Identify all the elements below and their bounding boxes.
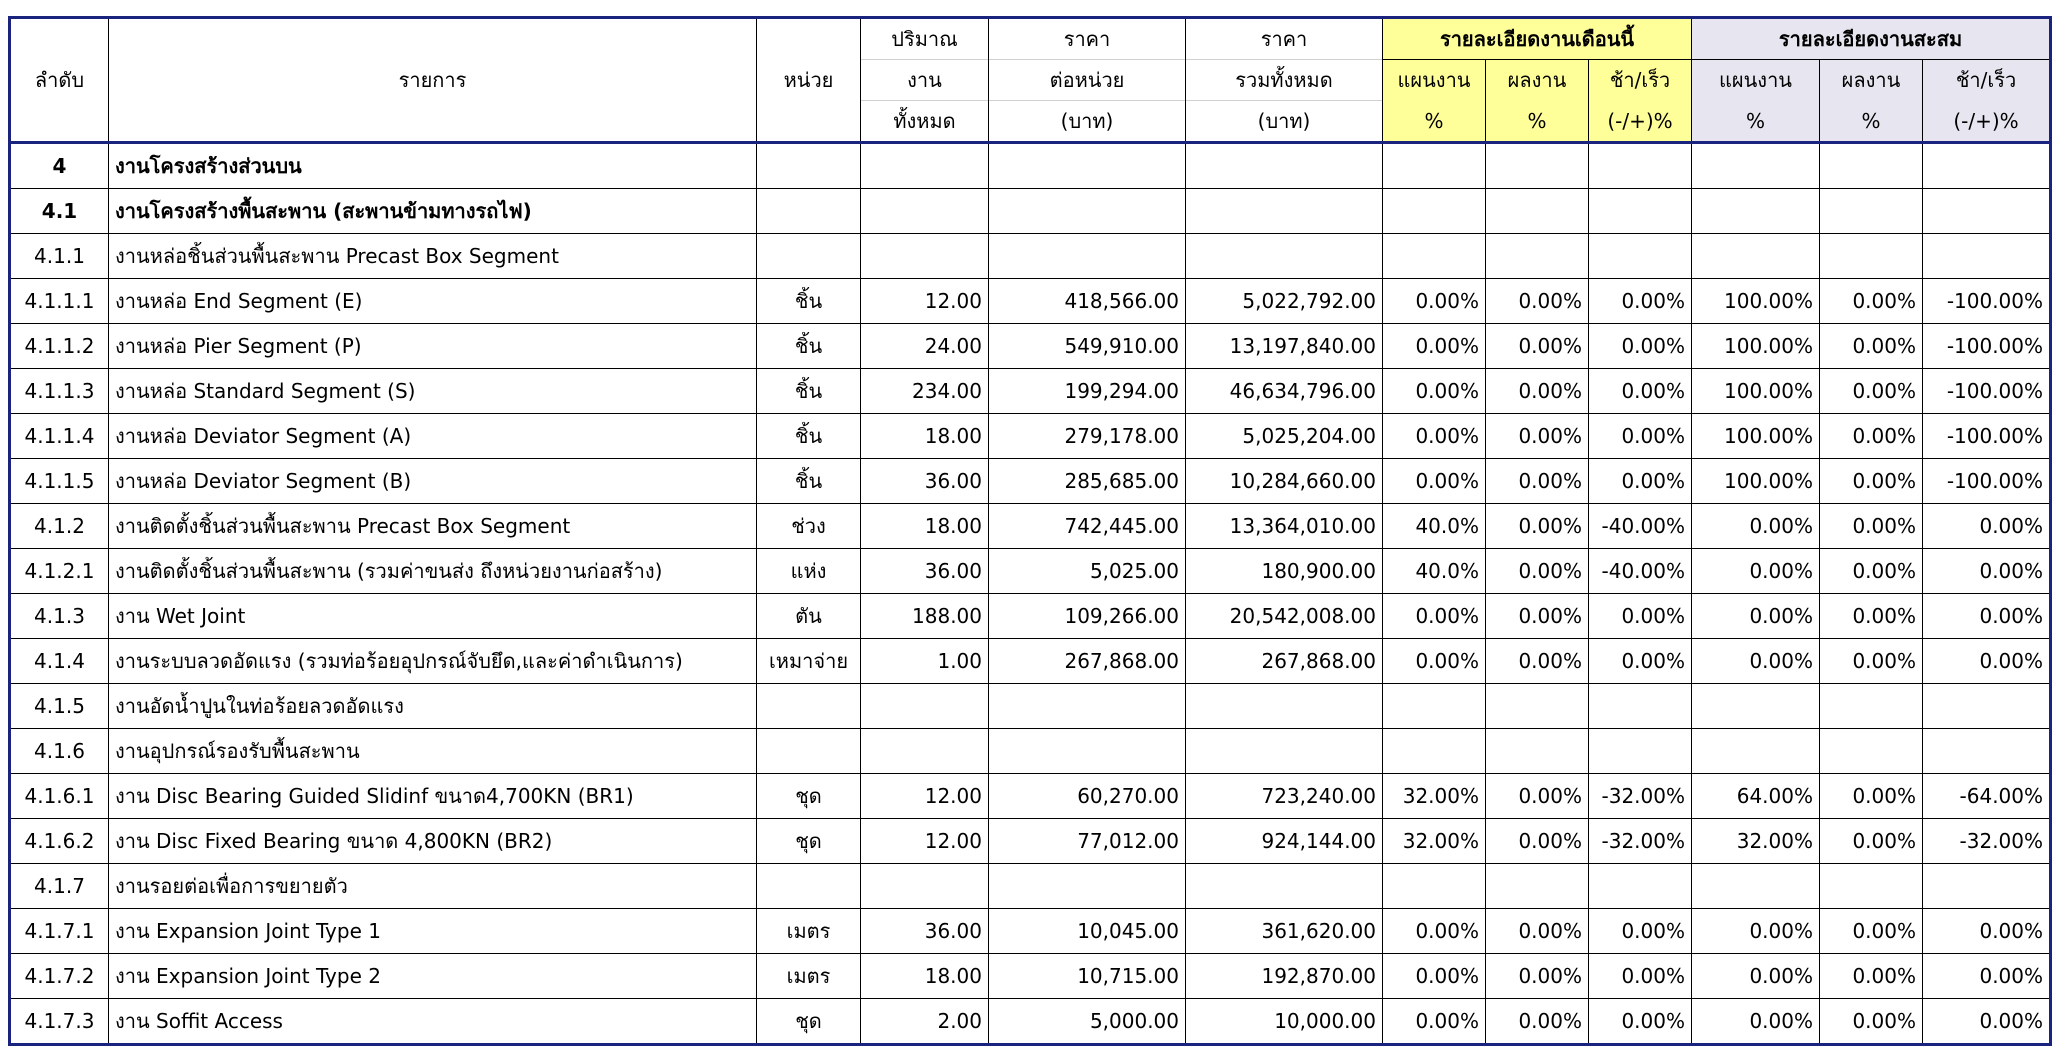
table-row [10,594,2051,639]
row-cum-diff [1923,864,2051,909]
row-month-actual [1486,729,1589,774]
table-header [10,18,2051,143]
row-cum-actual: 0.00% [1820,459,1923,504]
row-cum-diff: -100.00% [1923,459,2051,504]
table-row [10,774,2051,819]
row-month-actual: 0.00% [1486,909,1589,954]
row-cum-plan: 100.00% [1692,324,1820,369]
header-cum-diff: ช้า/เร็ว [1923,60,2051,101]
row-cum-plan: 0.00% [1692,549,1820,594]
row-unit-price: 267,868.00 [989,639,1186,684]
header-cum-actual: ผลงาน [1820,60,1923,101]
row-month-plan: 0.00% [1383,639,1486,684]
row-total-price: 10,284,660.00 [1186,459,1383,504]
row-cum-plan [1692,234,1820,279]
row-cum-plan: 0.00% [1692,639,1820,684]
row-quantity: 2.00 [861,999,989,1045]
row-cum-actual [1820,234,1923,279]
row-total-price: 361,620.00 [1186,909,1383,954]
row-month-actual [1486,189,1589,234]
row-cum-actual [1820,864,1923,909]
row-month-plan: 0.00% [1383,324,1486,369]
row-month-diff: -32.00% [1589,819,1692,864]
row-unit: ตัน [757,594,861,639]
table-row [10,369,2051,414]
row-unit: ชิ้น [757,369,861,414]
row-quantity: 18.00 [861,504,989,549]
row-item-name: งาน Soffit Access [109,999,757,1045]
row-unit-price: 279,178.00 [989,414,1186,459]
row-total-price [1186,864,1383,909]
row-total-price: 13,364,010.00 [1186,504,1383,549]
row-month-actual [1486,234,1589,279]
row-unit-price [989,234,1186,279]
row-quantity: 234.00 [861,369,989,414]
row-month-plan: 40.0% [1383,549,1486,594]
row-item-name: งาน Expansion Joint Type 2 [109,954,757,999]
row-month-actual: 0.00% [1486,459,1589,504]
row-quantity: 36.00 [861,459,989,504]
row-month-diff [1589,684,1692,729]
table-body [10,143,2051,1045]
row-unit-price [989,189,1186,234]
row-total-price [1186,143,1383,189]
header-total-price-line3: (บาท) [1186,101,1383,143]
row-month-plan: 0.00% [1383,909,1486,954]
header-unit-price-line1: ราคา [989,18,1186,60]
header-cum-plan-unit: % [1692,101,1820,143]
row-month-actual [1486,684,1589,729]
row-unit-price [989,729,1186,774]
row-month-diff: -32.00% [1589,774,1692,819]
row-month-diff: 0.00% [1589,954,1692,999]
row-unit-price [989,684,1186,729]
row-month-diff: 0.00% [1589,909,1692,954]
row-unit: เหมาจ่าย [757,639,861,684]
row-unit: ชิ้น [757,279,861,324]
row-unit-price: 10,045.00 [989,909,1186,954]
row-unit: ชิ้น [757,324,861,369]
row-unit [757,684,861,729]
row-month-actual: 0.00% [1486,594,1589,639]
row-unit-price: 5,000.00 [989,999,1186,1045]
row-cum-actual: 0.00% [1820,414,1923,459]
row-cum-plan: 64.00% [1692,774,1820,819]
row-cum-plan: 100.00% [1692,459,1820,504]
row-unit: ชิ้น [757,459,861,504]
row-cum-diff [1923,189,2051,234]
row-month-diff [1589,729,1692,774]
row-unit: ชิ้น [757,414,861,459]
row-cum-diff: 0.00% [1923,954,2051,999]
row-item-name: งาน Expansion Joint Type 1 [109,909,757,954]
table-row [10,729,2051,774]
row-unit [757,729,861,774]
row-cum-diff: 0.00% [1923,639,2051,684]
row-unit-price: 77,012.00 [989,819,1186,864]
row-month-plan: 0.00% [1383,369,1486,414]
row-cum-diff: -32.00% [1923,819,2051,864]
row-month-diff: 0.00% [1589,369,1692,414]
row-unit: เมตร [757,909,861,954]
row-cum-plan [1692,189,1820,234]
table-row [10,684,2051,729]
row-month-plan: 32.00% [1383,819,1486,864]
row-number: 4.1.4 [10,639,109,684]
row-total-price: 13,197,840.00 [1186,324,1383,369]
row-month-diff: 0.00% [1589,279,1692,324]
row-cum-plan [1692,729,1820,774]
row-number: 4.1.2 [10,504,109,549]
header-month-group: รายละเอียดงานเดือนนี้ [1383,18,1692,60]
row-month-diff: 0.00% [1589,594,1692,639]
row-cum-actual: 0.00% [1820,369,1923,414]
header-qty-line2: งาน [861,60,989,101]
table-row [10,459,2051,504]
table-row [10,954,2051,999]
row-number: 4.1 [10,189,109,234]
table-row [10,999,2051,1045]
row-number: 4.1.7.3 [10,999,109,1045]
header-cumulative-group: รายละเอียดงานสะสม [1692,18,2051,60]
row-cum-diff: 0.00% [1923,999,2051,1045]
header-month-plan-unit: % [1383,101,1486,143]
row-cum-actual: 0.00% [1820,819,1923,864]
row-total-price [1186,684,1383,729]
row-unit [757,234,861,279]
row-quantity [861,189,989,234]
row-month-actual: 0.00% [1486,999,1589,1045]
row-month-actual: 0.00% [1486,549,1589,594]
row-item-name: งานระบบลวดอัดแรง (รวมท่อร้อยอุปกรณ์จับยึด,และค่าดำเนินการ) [109,639,757,684]
row-month-actual: 0.00% [1486,819,1589,864]
row-cum-diff: 0.00% [1923,594,2051,639]
row-unit-price: 199,294.00 [989,369,1186,414]
header-unit-price-line2: ต่อหน่วย [989,60,1186,101]
row-quantity: 24.00 [861,324,989,369]
table-row [10,324,2051,369]
row-cum-plan: 0.00% [1692,504,1820,549]
table-row [10,864,2051,909]
row-total-price [1186,729,1383,774]
row-cum-actual: 0.00% [1820,504,1923,549]
row-number: 4.1.6.1 [10,774,109,819]
row-item-name: งานโครงสร้างพื้นสะพาน (สะพานข้ามทางรถไฟ) [109,189,757,234]
row-item-name: งานหล่อ Deviator Segment (A) [109,414,757,459]
header-cum-diff-unit: (-/+)% [1923,101,2051,143]
row-unit-price: 418,566.00 [989,279,1186,324]
table-row [10,639,2051,684]
table-row [10,279,2051,324]
row-month-actual: 0.00% [1486,954,1589,999]
table-row [10,819,2051,864]
row-cum-actual: 0.00% [1820,909,1923,954]
row-quantity [861,143,989,189]
row-cum-actual: 0.00% [1820,549,1923,594]
row-cum-actual: 0.00% [1820,999,1923,1045]
row-item-name: งาน Disc Fixed Bearing ขนาด 4,800KN (BR2) [109,819,757,864]
row-cum-diff: -100.00% [1923,369,2051,414]
row-month-plan [1383,143,1486,189]
header-unit: หน่วย [757,18,861,143]
row-month-actual: 0.00% [1486,324,1589,369]
row-quantity [861,234,989,279]
row-number: 4.1.7 [10,864,109,909]
row-cum-actual: 0.00% [1820,954,1923,999]
row-total-price: 10,000.00 [1186,999,1383,1045]
row-unit: ช่วง [757,504,861,549]
row-cum-diff [1923,143,2051,189]
header-qty-line1: ปริมาณ [861,18,989,60]
row-total-price: 192,870.00 [1186,954,1383,999]
header-total-price-line2: รวมทั้งหมด [1186,60,1383,101]
row-month-plan: 0.00% [1383,459,1486,504]
row-cum-actual: 0.00% [1820,639,1923,684]
row-cum-diff: -100.00% [1923,414,2051,459]
row-cum-diff: -100.00% [1923,279,2051,324]
row-number: 4.1.1.1 [10,279,109,324]
row-quantity: 36.00 [861,909,989,954]
row-month-diff: 0.00% [1589,459,1692,504]
row-cum-plan [1692,684,1820,729]
row-item-name: งานอัดน้ำปูนในท่อร้อยลวดอัดแรง [109,684,757,729]
row-item-name: งานหล่อ End Segment (E) [109,279,757,324]
row-total-price: 924,144.00 [1186,819,1383,864]
row-month-diff: 0.00% [1589,324,1692,369]
row-month-plan [1383,864,1486,909]
row-unit-price: 10,715.00 [989,954,1186,999]
row-cum-diff: 0.00% [1923,504,2051,549]
table-row [10,909,2051,954]
row-month-plan [1383,189,1486,234]
row-unit: แห่ง [757,549,861,594]
header-cum-actual-unit: % [1820,101,1923,143]
row-quantity [861,684,989,729]
row-quantity: 12.00 [861,819,989,864]
row-month-diff [1589,143,1692,189]
row-cum-diff: 0.00% [1923,909,2051,954]
header-unit-price-line3: (บาท) [989,101,1186,143]
row-unit-price: 60,270.00 [989,774,1186,819]
row-cum-plan: 0.00% [1692,954,1820,999]
row-month-plan: 40.0% [1383,504,1486,549]
row-total-price: 5,025,204.00 [1186,414,1383,459]
row-cum-plan: 100.00% [1692,414,1820,459]
row-cum-plan: 100.00% [1692,279,1820,324]
row-number: 4.1.6.2 [10,819,109,864]
row-number: 4.1.1 [10,234,109,279]
row-month-plan: 0.00% [1383,414,1486,459]
header-qty-line3: ทั้งหมด [861,101,989,143]
row-quantity: 12.00 [861,774,989,819]
row-number: 4.1.6 [10,729,109,774]
table-row [10,504,2051,549]
row-month-actual: 0.00% [1486,414,1589,459]
row-total-price: 180,900.00 [1186,549,1383,594]
row-unit [757,864,861,909]
row-item-name: งานรอยต่อเพื่อการขยายตัว [109,864,757,909]
row-month-plan: 0.00% [1383,594,1486,639]
row-number: 4.1.1.2 [10,324,109,369]
row-month-plan [1383,234,1486,279]
row-month-actual: 0.00% [1486,369,1589,414]
row-month-diff: 0.00% [1589,999,1692,1045]
row-cum-plan: 32.00% [1692,819,1820,864]
row-unit-price: 549,910.00 [989,324,1186,369]
row-quantity: 12.00 [861,279,989,324]
row-unit: เมตร [757,954,861,999]
row-unit: ชุด [757,774,861,819]
row-month-actual: 0.00% [1486,279,1589,324]
row-item-name: งานหล่อชิ้นส่วนพื้นสะพาน Precast Box Segment [109,234,757,279]
row-quantity: 188.00 [861,594,989,639]
row-cum-plan [1692,143,1820,189]
row-item-name: งานโครงสร้างส่วนบน [109,143,757,189]
row-cum-plan [1692,864,1820,909]
header-seq: ลำดับ [10,18,109,143]
row-month-diff [1589,189,1692,234]
row-total-price: 20,542,008.00 [1186,594,1383,639]
row-item-name: งานติดตั้งชิ้นส่วนพื้นสะพาน (รวมค่าขนส่ง ถึงหน่วยงานก่อสร้าง) [109,549,757,594]
row-quantity [861,864,989,909]
row-month-actual: 0.00% [1486,774,1589,819]
header-month-actual-unit: % [1486,101,1589,143]
row-cum-actual: 0.00% [1820,774,1923,819]
row-total-price: 5,022,792.00 [1186,279,1383,324]
row-month-diff [1589,234,1692,279]
row-item-name: งานติดตั้งชิ้นส่วนพื้นสะพาน Precast Box Segment [109,504,757,549]
table-row [10,189,2051,234]
row-unit [757,189,861,234]
row-item-name: งาน Disc Bearing Guided Slidinf ขนาด4,700KN (BR1) [109,774,757,819]
row-total-price [1186,234,1383,279]
row-quantity: 1.00 [861,639,989,684]
row-unit [757,143,861,189]
row-month-diff: 0.00% [1589,414,1692,459]
row-unit-price: 5,025.00 [989,549,1186,594]
row-unit-price [989,143,1186,189]
row-number: 4.1.2.1 [10,549,109,594]
row-unit-price: 285,685.00 [989,459,1186,504]
row-quantity [861,729,989,774]
row-number: 4.1.3 [10,594,109,639]
row-quantity: 36.00 [861,549,989,594]
row-month-plan: 0.00% [1383,954,1486,999]
row-month-plan: 0.00% [1383,279,1486,324]
progress-report-table [8,16,2052,1046]
row-number: 4.1.7.1 [10,909,109,954]
row-month-plan: 32.00% [1383,774,1486,819]
row-cum-plan: 100.00% [1692,369,1820,414]
row-month-diff [1589,864,1692,909]
header-cum-plan: แผนงาน [1692,60,1820,101]
row-number: 4 [10,143,109,189]
header-month-actual: ผลงาน [1486,60,1589,101]
row-number: 4.1.5 [10,684,109,729]
row-item-name: งานอุปกรณ์รองรับพื้นสะพาน [109,729,757,774]
row-cum-diff [1923,234,2051,279]
row-month-plan [1383,729,1486,774]
row-cum-actual: 0.00% [1820,594,1923,639]
row-cum-plan: 0.00% [1692,909,1820,954]
row-unit: ชุด [757,999,861,1045]
row-month-actual [1486,143,1589,189]
row-cum-actual [1820,684,1923,729]
header-item: รายการ [109,18,757,143]
header-total-price-line1: ราคา [1186,18,1383,60]
row-item-name: งานหล่อ Deviator Segment (B) [109,459,757,504]
row-month-diff: -40.00% [1589,504,1692,549]
row-number: 4.1.1.3 [10,369,109,414]
table-row [10,414,2051,459]
row-unit-price: 109,266.00 [989,594,1186,639]
row-item-name: งานหล่อ Pier Segment (P) [109,324,757,369]
row-month-actual [1486,864,1589,909]
row-cum-actual: 0.00% [1820,279,1923,324]
header-month-diff-unit: (-/+)% [1589,101,1692,143]
row-item-name: งานหล่อ Standard Segment (S) [109,369,757,414]
row-cum-diff [1923,729,2051,774]
row-number: 4.1.7.2 [10,954,109,999]
row-unit: ชุด [757,819,861,864]
row-total-price: 723,240.00 [1186,774,1383,819]
table-row [10,234,2051,279]
row-quantity: 18.00 [861,414,989,459]
row-month-diff: 0.00% [1589,639,1692,684]
row-unit-price [989,864,1186,909]
row-number: 4.1.1.4 [10,414,109,459]
row-quantity: 18.00 [861,954,989,999]
row-unit-price: 742,445.00 [989,504,1186,549]
row-cum-actual: 0.00% [1820,324,1923,369]
row-total-price: 46,634,796.00 [1186,369,1383,414]
row-month-actual: 0.00% [1486,639,1589,684]
row-cum-actual [1820,729,1923,774]
row-cum-diff: -64.00% [1923,774,2051,819]
header-month-diff: ช้า/เร็ว [1589,60,1692,101]
row-cum-diff: 0.00% [1923,549,2051,594]
row-number: 4.1.1.5 [10,459,109,504]
row-cum-actual [1820,189,1923,234]
row-cum-plan: 0.00% [1692,999,1820,1045]
row-cum-diff: -100.00% [1923,324,2051,369]
row-item-name: งาน Wet Joint [109,594,757,639]
row-month-actual: 0.00% [1486,504,1589,549]
table-row [10,143,2051,189]
header-month-plan: แผนงาน [1383,60,1486,101]
row-month-diff: -40.00% [1589,549,1692,594]
row-cum-plan: 0.00% [1692,594,1820,639]
row-cum-diff [1923,684,2051,729]
row-month-plan: 0.00% [1383,999,1486,1045]
row-total-price [1186,189,1383,234]
table-row [10,549,2051,594]
row-cum-actual [1820,143,1923,189]
row-total-price: 267,868.00 [1186,639,1383,684]
row-month-plan [1383,684,1486,729]
